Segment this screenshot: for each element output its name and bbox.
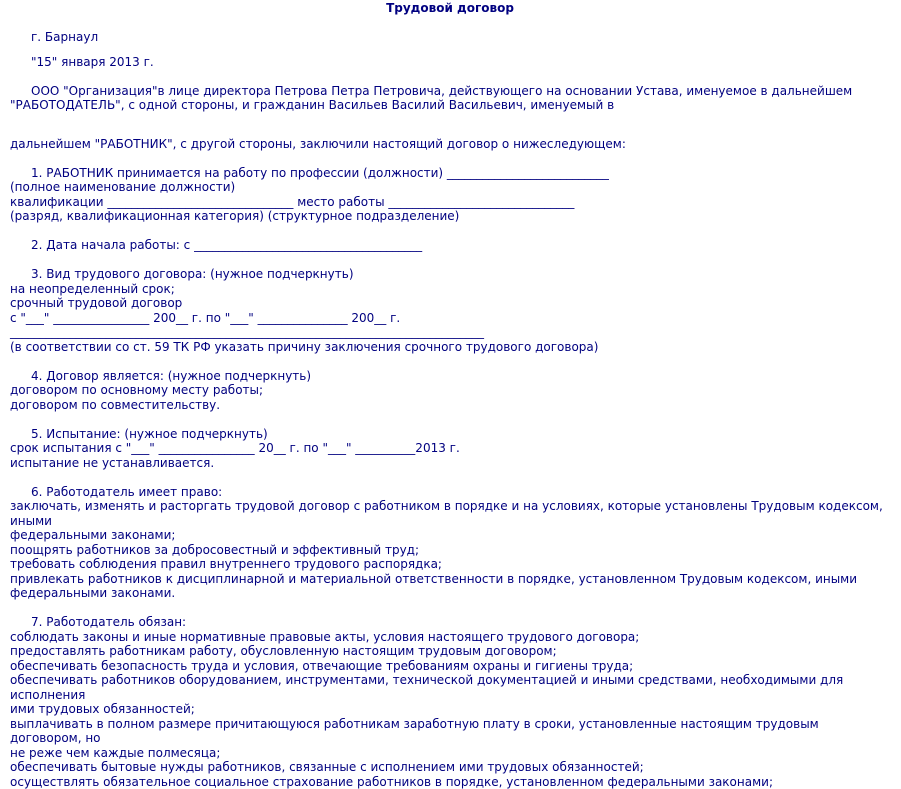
section-3 (10, 267, 890, 354)
intro-paragraph (10, 84, 890, 152)
section-line: договором по совместительству. (10, 398, 890, 413)
section-line: с "___" ________________ 200__ г. по "___" _______________ 200__ г. (10, 311, 890, 326)
section-line: срок испытания с "___" ________________ 20__ г. по "___" __________2013 г. (10, 441, 890, 456)
section-line: 2. Дата начала работы: с ______________________________________ (10, 238, 890, 253)
section-line: ими трудовых обязанностей; (10, 702, 890, 717)
intro-line: дальнейшем "РАБОТНИК", с другой стороны, заключили настоящий договор о нижеследующем: (10, 137, 890, 152)
section-line: 4. Договор является: (нужное подчеркнуть) (10, 369, 890, 384)
section-6 (10, 485, 890, 601)
document-title: Трудовой договор (10, 1, 890, 15)
section-line: 5. Испытание: (нужное подчеркнуть) (10, 427, 890, 442)
section-line: федеральными законами; (10, 528, 890, 543)
section-line: квалификации _______________________________ место работы _______________________________ (10, 195, 890, 210)
section-1 (10, 166, 890, 224)
section-line: предоставлять работникам работу, обусловленную настоящим трудовым договором; (10, 644, 890, 659)
section-line: обеспечивать бытовые нужды работников, связанные с исполнением ими трудовых обязанностей; (10, 760, 890, 775)
section-line: федеральными законами. (10, 586, 890, 601)
section-line: обеспечивать работников оборудованием, инструментами, технической документацией и иными средствами, необходимыми для исполнения (10, 673, 890, 702)
section-line: на неопределенный срок; (10, 282, 890, 297)
contract-document (0, 1, 890, 789)
section-line: _______________________________________________________________________________ (10, 325, 890, 340)
city: г. Барнаул (10, 30, 890, 45)
section-2 (10, 238, 890, 253)
section-line: 7. Работодатель обязан: (10, 615, 890, 630)
intro-line: "РАБОТОДАТЕЛЬ", с одной стороны, и гражданин Васильев Василий Васильевич, именуемый в (10, 98, 890, 113)
section-line: осуществлять обязательное социальное страхование работников в порядке, установленном федеральными законами; (10, 775, 890, 789)
section-line: поощрять работников за добросовестный и эффективный труд; (10, 543, 890, 558)
date: "15" января 2013 г. (10, 55, 890, 70)
section-line: 3. Вид трудового договора: (нужное подчеркнуть) (10, 267, 890, 282)
section-line: выплачивать в полном размере причитающуюся работникам заработную плату в сроки, установленные настоящим трудовым договором, но (10, 717, 890, 746)
section-line: 6. Работодатель имеет право: (10, 485, 890, 500)
section-7 (10, 615, 890, 789)
intro-line: ООО "Организация"в лице директора Петрова Петра Петровича, действующего на основании Устава, именуемое в дальнейшем (10, 84, 890, 99)
section-line: заключать, изменять и расторгать трудовой договор с работником в порядке и на условиях, которые установлены Трудовым кодексом, иными (10, 499, 890, 528)
section-line: 1. РАБОТНИК принимается на работу по профессии (должности) ___________________________ (10, 166, 890, 181)
section-line: требовать соблюдения правил внутреннего трудового распорядка; (10, 557, 890, 572)
section-line: договором по основному месту работы; (10, 383, 890, 398)
section-line: привлекать работников к дисциплинарной и материальной ответственности в порядке, установленном Трудовым кодексом, иными (10, 572, 890, 587)
section-line: (полное наименование должности) (10, 180, 890, 195)
section-line: обеспечивать безопасность труда и условия, отвечающие требованиям охраны и гигиены труда; (10, 659, 890, 674)
section-line: (в соответствии со ст. 59 ТК РФ указать причину заключения срочного трудового договора) (10, 340, 890, 355)
section-5 (10, 427, 890, 471)
section-line: не реже чем каждые полмесяца; (10, 746, 890, 761)
section-line: испытание не устанавливается. (10, 456, 890, 471)
section-line: срочный трудовой договор (10, 296, 890, 311)
section-line: соблюдать законы и иные нормативные правовые акты, условия настоящего трудового договора; (10, 630, 890, 645)
section-line: (разряд, квалификационная категория) (структурное подразделение) (10, 209, 890, 224)
section-4 (10, 369, 890, 413)
